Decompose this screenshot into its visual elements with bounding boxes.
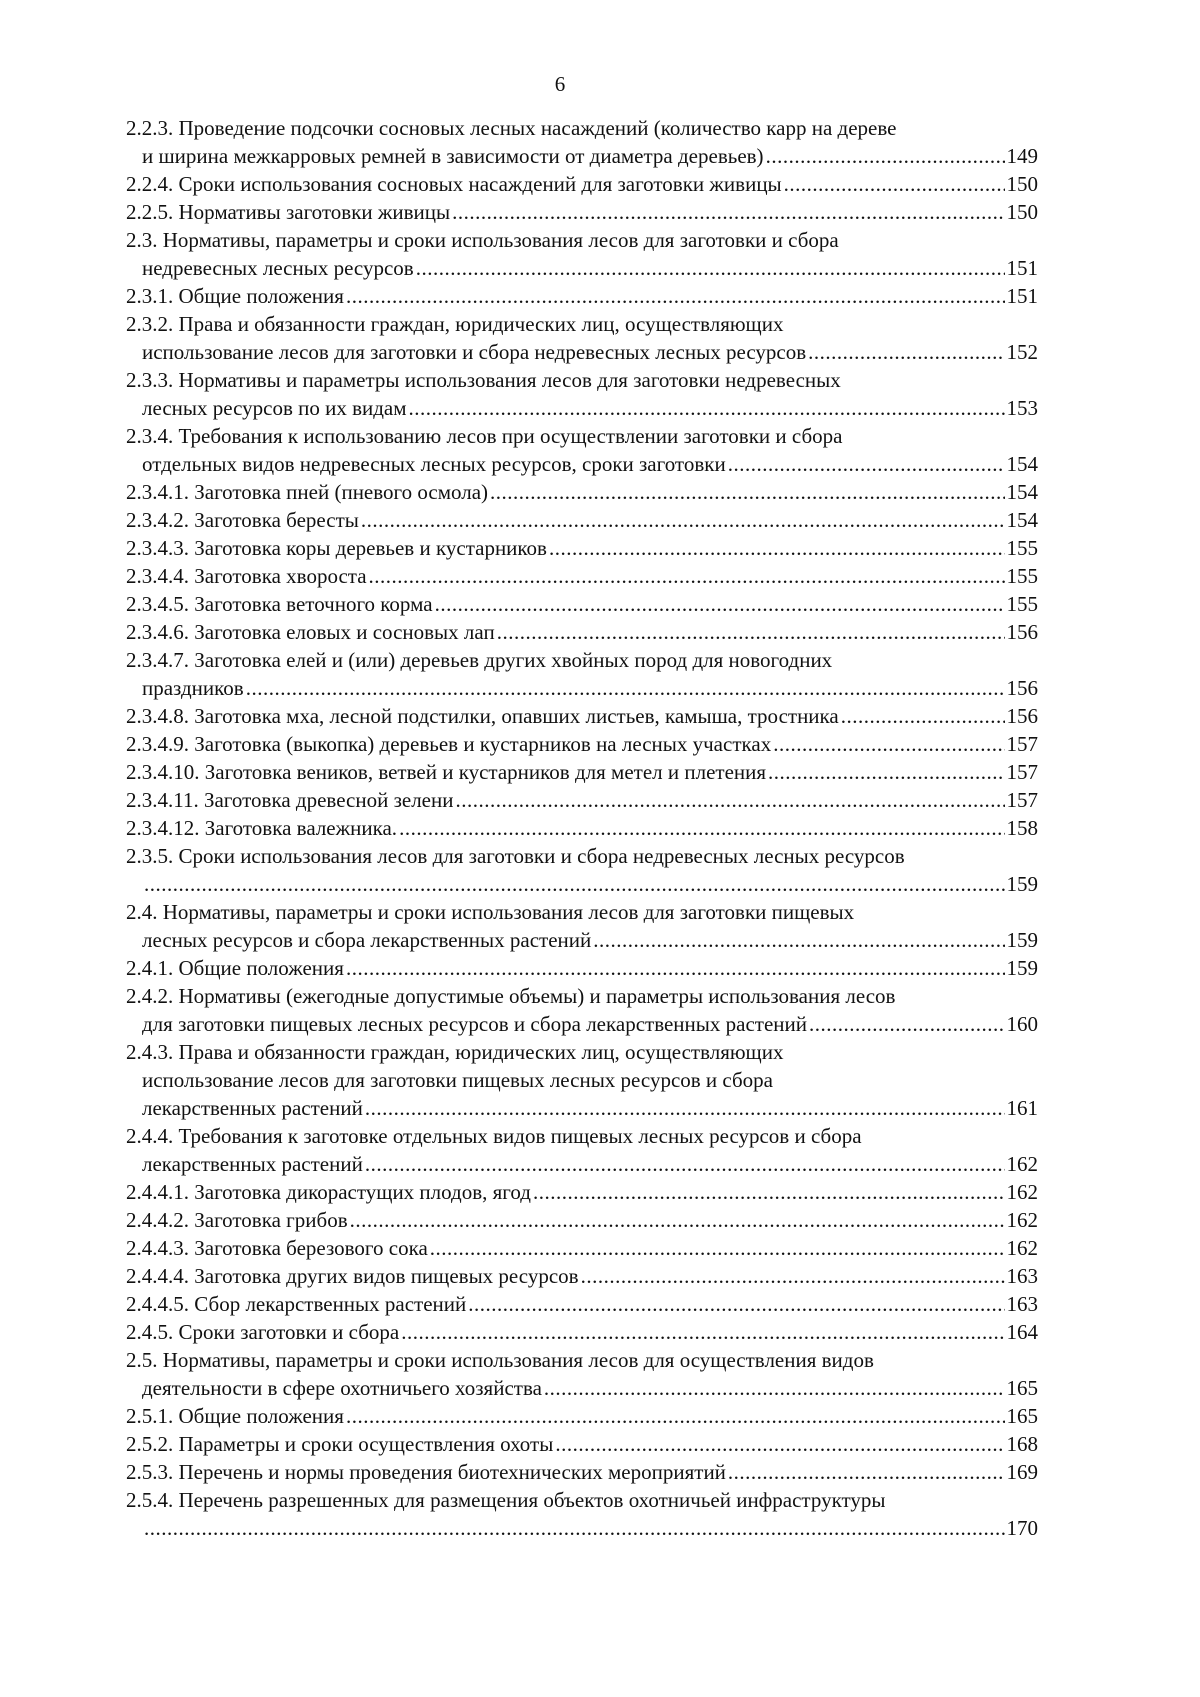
toc-entry [126,310,1038,366]
toc-page-number: 161 [1006,1096,1038,1120]
toc-page-number: 150 [1006,200,1038,224]
toc-entry-line [126,1234,1038,1262]
toc-entry-line [126,590,1038,618]
dot-leader [416,254,1005,282]
toc-entry-title: 2.4.4.2. Заготовка грибов [126,1208,348,1232]
toc-entry-line [126,926,1038,954]
toc-page-number: 163 [1006,1264,1038,1288]
toc-entry-title-line: 2.3.4. Требования к использованию лесов при осуществлении заготовки и сбора [126,424,843,448]
toc-entry [126,758,1038,786]
toc-entry [126,226,1038,282]
toc-entry-line [126,1094,1038,1122]
toc-entry-line [126,1514,1038,1542]
toc-entry-line [126,1430,1038,1458]
toc-entry [126,1458,1038,1486]
toc-entry-line [126,730,1038,758]
toc-page-number: 150 [1006,172,1038,196]
dot-leader [430,1234,1005,1262]
toc-entry-title: лекарственных растений [142,1096,363,1120]
toc-entry [126,730,1038,758]
toc-page-number: 151 [1006,256,1038,280]
toc-page-number: 163 [1006,1292,1038,1316]
toc-entry-title: 2.3.4.8. Заготовка мха, лесной подстилки, опавших листьев, камыша, тростника [126,704,839,728]
toc-page-number: 154 [1006,480,1038,504]
dot-leader [544,1374,1005,1402]
toc-entry-title: 2.3.4.5. Заготовка веточного корма [126,592,433,616]
toc-entry-title: 2.4.4.3. Заготовка березового сока [126,1236,428,1260]
toc-entry-line [126,702,1038,730]
dot-leader [808,338,1004,366]
toc-entry-line [126,282,1038,310]
toc-entry-line [126,674,1038,702]
toc-page-number: 156 [1006,676,1038,700]
toc-page-number: 154 [1006,452,1038,476]
toc-entry [126,618,1038,646]
toc-entry-title: 2.3.4.4. Заготовка хвороста [126,564,367,588]
toc-entry [126,1234,1038,1262]
toc-entry-line [126,170,1038,198]
dot-leader [455,786,1004,814]
toc-page-number: 165 [1006,1404,1038,1428]
toc-entry-title: отдельных видов недревесных лесных ресурсов, сроки заготовки [142,452,726,476]
toc-entry-title: лесных ресурсов по их видам [142,396,407,420]
toc-entry-title-line: 2.2.3. Проведение подсочки сосновых лесных насаждений (количество карр на дереве [126,116,897,140]
dot-leader [728,1458,1005,1486]
dot-leader [549,534,1005,562]
toc-entry [126,1290,1038,1318]
toc-page-number: 160 [1006,1012,1038,1036]
dot-leader [399,814,1004,842]
toc-entry-title: праздников [142,676,244,700]
dot-leader [728,450,1005,478]
toc-entry [126,198,1038,226]
toc-page-number: 157 [1006,760,1038,784]
toc-page-number: 149 [1006,144,1038,168]
toc-entry-line [126,142,1038,170]
toc-page-number: 153 [1006,396,1038,420]
dot-leader [435,590,1005,618]
toc-entry [126,954,1038,982]
dot-leader [346,954,1005,982]
toc-entry-line [126,1402,1038,1430]
toc-entry-title: 2.4.1. Общие положения [126,956,344,980]
toc-entry [126,982,1038,1038]
toc-entry [126,786,1038,814]
toc-entry-title: 2.3.1. Общие положения [126,284,344,308]
toc-entry-line [126,394,1038,422]
toc-entry-title: лекарственных растений [142,1152,363,1176]
toc-entry-title: использование лесов для заготовки и сбора недревесных лесных ресурсов [142,340,807,364]
toc-entry-title: 2.4.4.5. Сбор лекарственных растений [126,1292,467,1316]
toc-entry-line [126,506,1038,534]
toc-entry [126,366,1038,422]
toc-entry-title-line: 2.3.4.7. Заготовка елей и (или) деревьев других хвойных пород для новогодних [126,648,833,672]
dot-leader [593,926,1004,954]
toc-entry-title-line: 2.4.3. Права и обязанности граждан, юридических лиц, осуществляющих [126,1040,784,1064]
toc-entry-line [126,870,1038,898]
dot-leader [365,1094,1005,1122]
toc-page-number: 164 [1006,1320,1038,1344]
toc-entry-title: 2.3.4.2. Заготовка бересты [126,508,359,532]
toc-entry-line [126,450,1038,478]
toc-entry [126,1346,1038,1402]
dot-leader [246,674,1005,702]
toc-entry-line [126,1178,1038,1206]
dot-leader [555,1430,1004,1458]
toc-page-number: 159 [1006,872,1038,896]
toc-page-number: 162 [1006,1152,1038,1176]
dot-leader [144,1514,1005,1542]
toc-entry-line [126,198,1038,226]
toc-entry [126,506,1038,534]
toc-entry-title-line: 2.3.5. Сроки использования лесов для заготовки и сбора недревесных лесных ресурсов [126,844,905,868]
toc-entry-title: 2.5.3. Перечень и нормы проведения биотехнических мероприятий [126,1460,726,1484]
toc-page-number: 155 [1006,536,1038,560]
dot-leader [350,1206,1005,1234]
toc-entry-title: 2.3.4.1. Заготовка пней (пневого осмола) [126,480,489,504]
toc-entry [126,1402,1038,1430]
toc-entry-line [126,1150,1038,1178]
toc-entry [126,1262,1038,1290]
dot-leader [490,478,1004,506]
toc-entry-line [126,618,1038,646]
toc-entry [126,1122,1038,1178]
toc-entry-title-line: 2.3.2. Права и обязанности граждан, юридических лиц, осуществляющих [126,312,784,336]
dot-leader [841,702,1005,730]
toc-entry [126,1318,1038,1346]
toc-entry-line [126,1206,1038,1234]
dot-leader [533,1178,1005,1206]
toc-page-number: 152 [1006,340,1038,364]
toc-page-number: 162 [1006,1208,1038,1232]
toc-page-number: 159 [1006,956,1038,980]
toc-entry-line [126,1010,1038,1038]
toc-page-number: 168 [1006,1432,1038,1456]
toc-entry [126,282,1038,310]
toc-entry-line [126,254,1038,282]
toc-entry-line [126,1458,1038,1486]
toc-page-number: 154 [1006,508,1038,532]
toc-entry-title: 2.4.5. Сроки заготовки и сбора [126,1320,400,1344]
toc-entry [126,814,1038,842]
toc-entry-line [126,534,1038,562]
toc-entry-title-line: 2.3.3. Нормативы и параметры использования лесов для заготовки недревесных [126,368,841,392]
dot-leader [773,730,1004,758]
dot-leader [346,282,1005,310]
toc-entry [126,114,1038,170]
toc-page-number: 156 [1006,704,1038,728]
toc-entry-title-line: 2.5.4. Перечень разрешенных для размещения объектов охотничьей инфраструктуры [126,1488,886,1512]
toc-entry-title: 2.3.4.10. Заготовка веников, ветвей и кустарников для метел и плетения [126,760,767,784]
toc-entry [126,1178,1038,1206]
toc-entry-line [126,478,1038,506]
toc-page-number: 162 [1006,1180,1038,1204]
toc-page-number: 151 [1006,284,1038,308]
toc-entry [126,898,1038,954]
toc-entry-title: недревесных лесных ресурсов [142,256,414,280]
toc-page-number: 162 [1006,1236,1038,1260]
toc-entry-title: 2.4.4.4. Заготовка других видов пищевых ресурсов [126,1264,579,1288]
toc-entry-title: 2.5.2. Параметры и сроки осуществления охоты [126,1432,554,1456]
toc-entry [126,170,1038,198]
toc-entry [126,422,1038,478]
toc-entry [126,534,1038,562]
dot-leader [497,618,1005,646]
toc-entry-title-line: 2.4.2. Нормативы (ежегодные допустимые объемы) и параметры использования лесов [126,984,896,1008]
toc-entry-title: 2.3.4.11. Заготовка древесной зелени [126,788,454,812]
toc-page-number: 165 [1006,1376,1038,1400]
toc-entry-title: лесных ресурсов и сбора лекарственных растений [142,928,592,952]
toc-page-number: 155 [1006,592,1038,616]
toc-entry [126,1430,1038,1458]
toc-entry-line [126,338,1038,366]
toc-page-number: 157 [1006,788,1038,812]
toc-page-number: 169 [1006,1460,1038,1484]
page-number: 6 [554,72,566,96]
toc-entry-line [126,1318,1038,1346]
dot-leader [581,1262,1005,1290]
toc-page-number: 156 [1006,620,1038,644]
toc-entry [126,646,1038,702]
toc-entry [126,842,1038,898]
dot-leader [468,1290,1004,1318]
toc-entry-title-line: 2.3. Нормативы, параметры и сроки использования лесов для заготовки и сбора [126,228,839,252]
toc-entry [126,1038,1038,1122]
toc-page-number: 170 [1006,1516,1038,1540]
toc-entry-title: 2.3.4.12. Заготовка валежника. [126,816,398,840]
toc-entry-title: 2.4.4.1. Заготовка дикорастущих плодов, ягод [126,1180,531,1204]
toc-page-number: 157 [1006,732,1038,756]
toc-entry-title: 2.3.4.6. Заготовка еловых и сосновых лап [126,620,495,644]
toc-entry-line [126,786,1038,814]
toc-entry [126,1486,1038,1542]
dot-leader [768,758,1004,786]
toc-entry-line [126,1290,1038,1318]
toc-entry-title-line: 2.4. Нормативы, параметры и сроки использования лесов для заготовки пищевых [126,900,855,924]
dot-leader [369,562,1005,590]
toc-entry [126,478,1038,506]
dot-leader [365,1150,1005,1178]
dot-leader [784,170,1005,198]
toc-page-number: 159 [1006,928,1038,952]
toc-entry-line [126,562,1038,590]
dot-leader [452,198,1004,226]
toc-entry-title-line: 2.4.4. Требования к заготовке отдельных видов пищевых лесных ресурсов и сбора [126,1124,862,1148]
toc-entry [126,562,1038,590]
dot-leader [766,142,1005,170]
toc-entry-line [126,1374,1038,1402]
toc-entry [126,1206,1038,1234]
toc-page-number: 158 [1006,816,1038,840]
toc-page-number: 155 [1006,564,1038,588]
toc-entry-title: 2.3.4.9. Заготовка (выкопка) деревьев и кустарников на лесных участках [126,732,772,756]
toc-entry-line [126,758,1038,786]
toc-entry [126,702,1038,730]
dot-leader [144,870,1005,898]
toc-entry-title: для заготовки пищевых лесных ресурсов и сбора лекарственных растений [142,1012,807,1036]
toc-entry-title: деятельности в сфере охотничьего хозяйства [142,1376,542,1400]
dot-leader [409,394,1005,422]
toc-entry-title-line: 2.5. Нормативы, параметры и сроки использования лесов для осуществления видов [126,1348,874,1372]
toc-entry-title: 2.5.1. Общие положения [126,1404,344,1428]
dot-leader [361,506,1005,534]
toc-entry-line [126,814,1038,842]
dot-leader [401,1318,1004,1346]
toc-entry-title-line: использование лесов для заготовки пищевых лесных ресурсов и сбора [142,1068,774,1092]
toc-entry-title: 2.3.4.3. Заготовка коры деревьев и кустарников [126,536,547,560]
toc-entry-title: и ширина межкарровых ремней в зависимости от диаметра деревьев) [142,144,764,168]
table-of-contents [126,114,1038,1542]
toc-entry-title: 2.2.5. Нормативы заготовки живицы [126,200,451,224]
dot-leader [346,1402,1005,1430]
dot-leader [809,1010,1005,1038]
toc-entry [126,590,1038,618]
toc-entry-title: 2.2.4. Сроки использования сосновых насаждений для заготовки живицы [126,172,782,196]
toc-entry-line [126,1262,1038,1290]
toc-entry-line [126,954,1038,982]
